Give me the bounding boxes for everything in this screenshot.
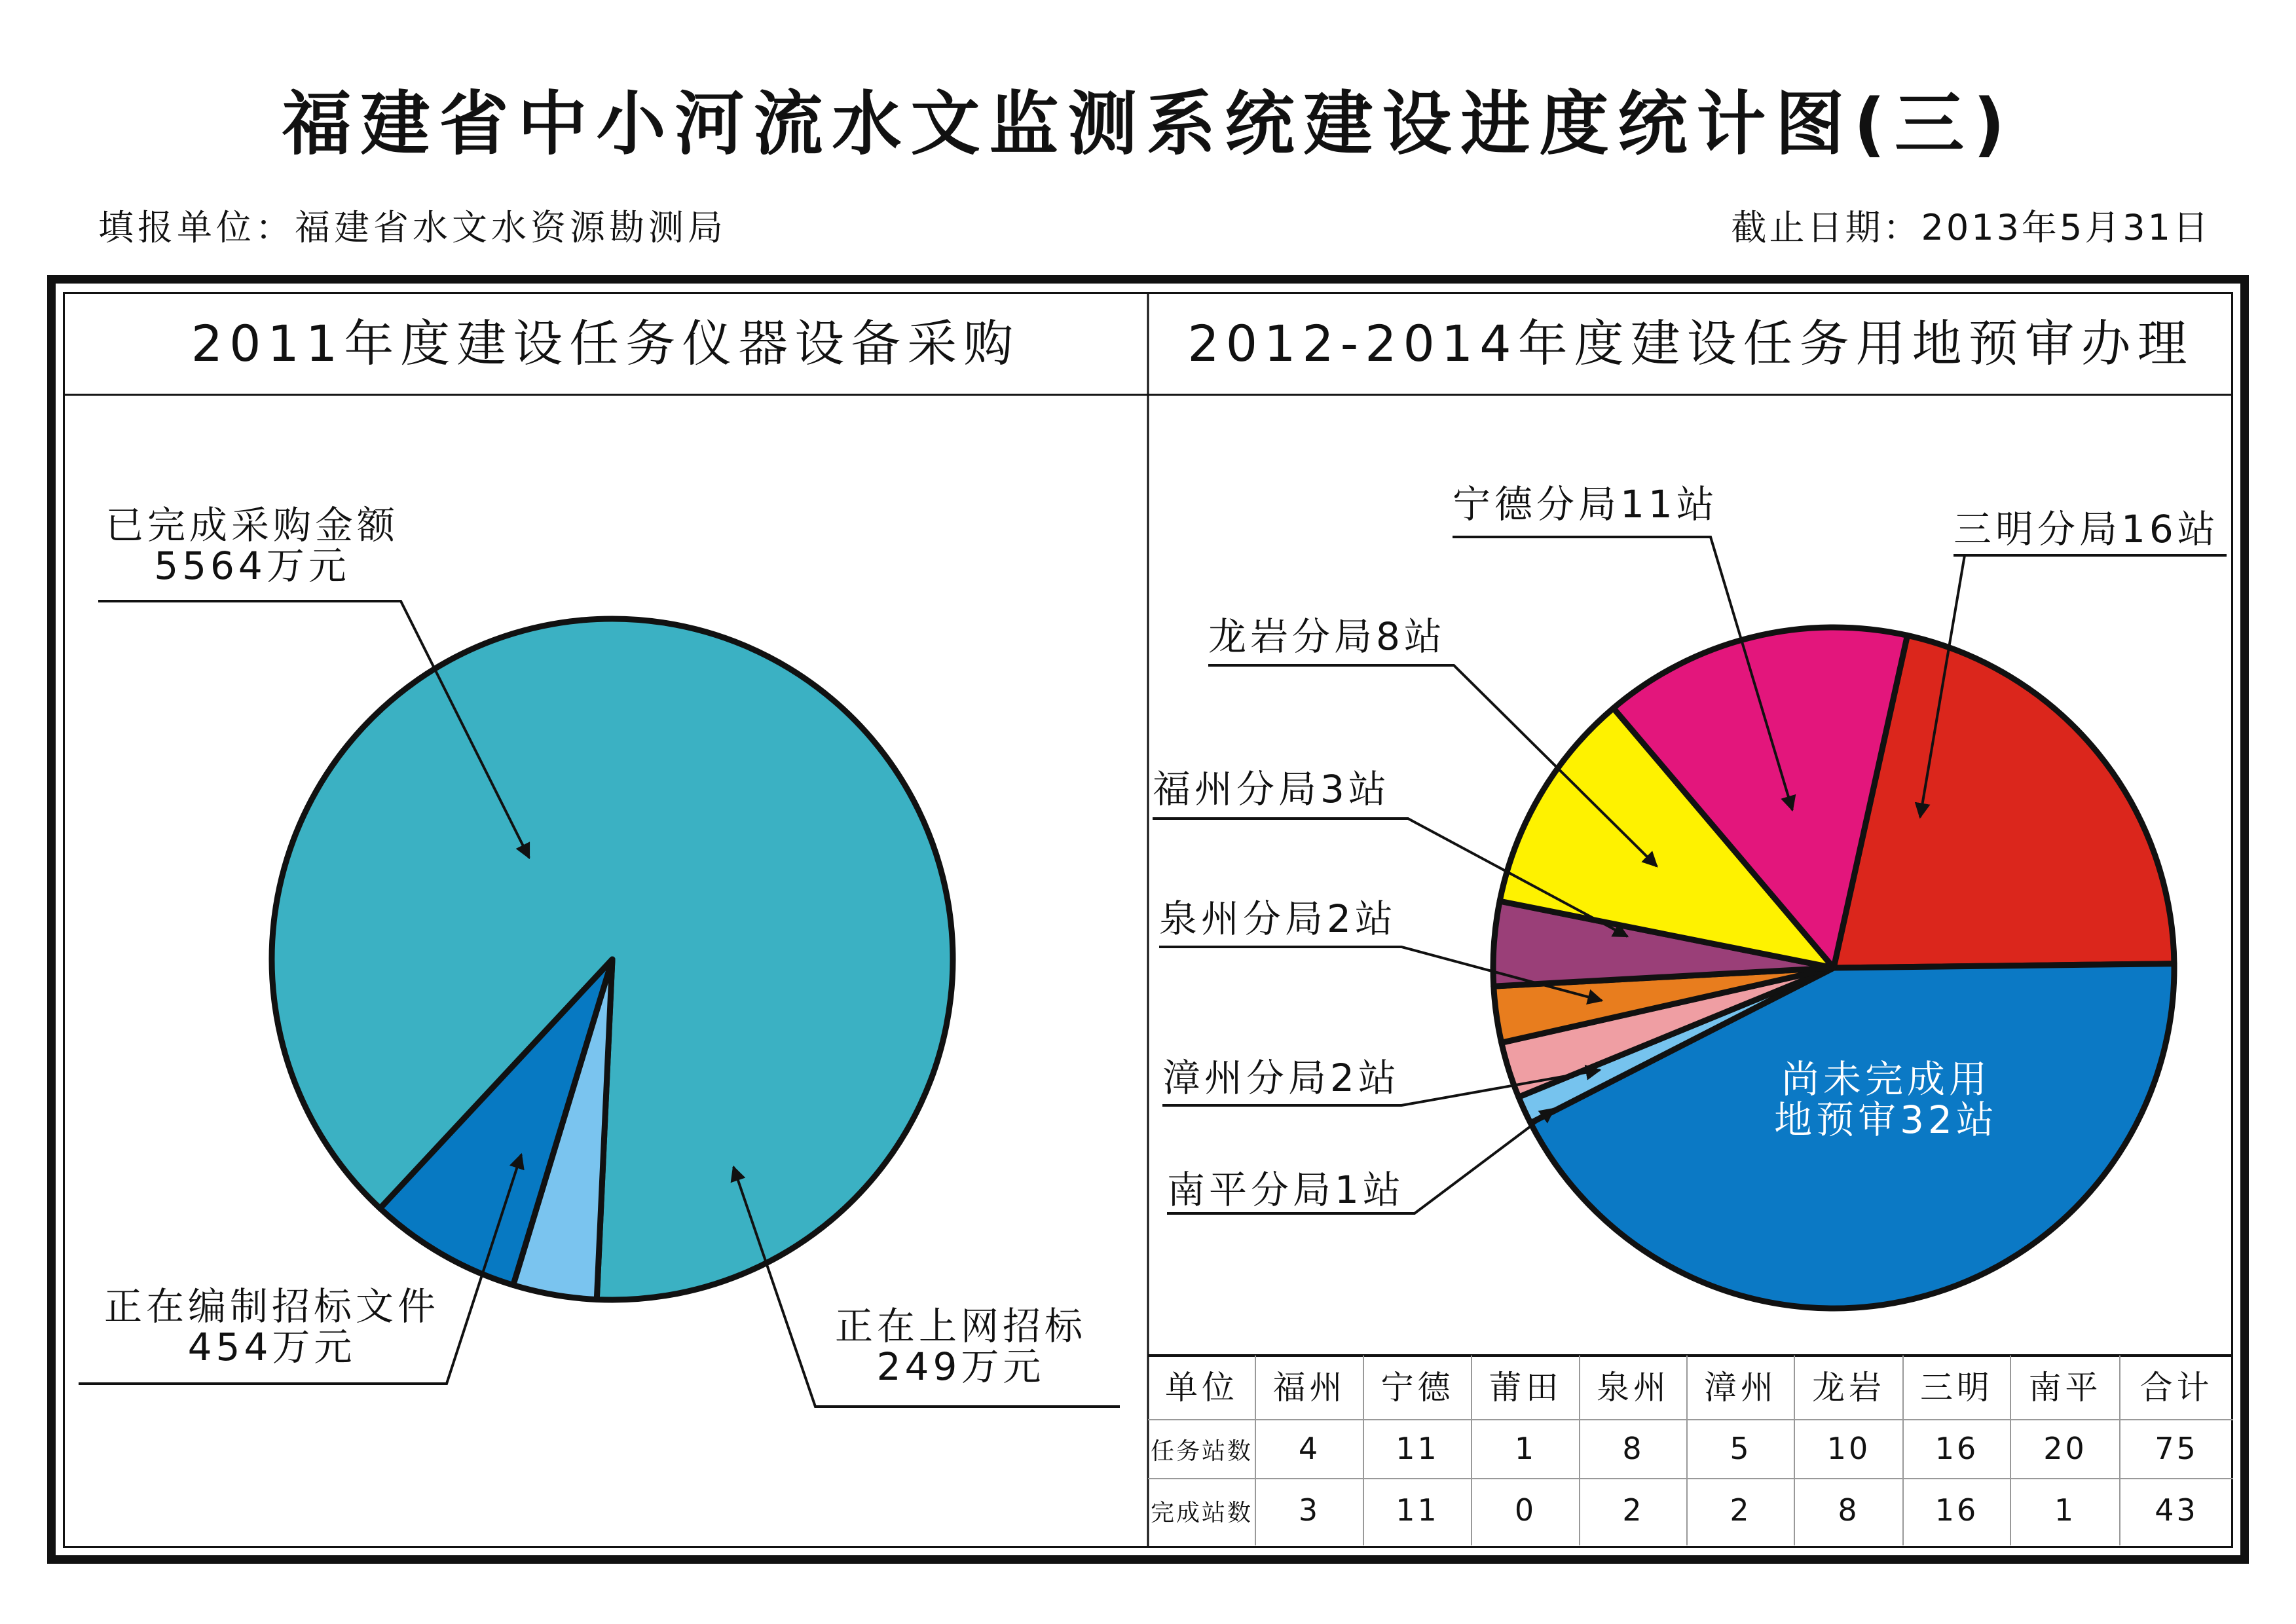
left-label-drafting-text-1: 454万元 <box>187 1325 356 1369</box>
table-header-cell: 泉州 <box>1597 1369 1670 1407</box>
table-header-cell: 莆田 <box>1489 1369 1563 1407</box>
table-header-cell: 单位 <box>1165 1369 1238 1407</box>
table-cell: 8 <box>1622 1431 1644 1466</box>
right-pie-chart <box>1493 627 2174 1308</box>
reporting-unit: 填报单位：福建省水文水资源勘测局 <box>98 207 727 248</box>
summary-table <box>1148 1356 2233 1545</box>
table-cell: 75 <box>2155 1431 2198 1466</box>
table-cell: 3 <box>1298 1492 1321 1528</box>
left-label-bidding-text-1: 249万元 <box>876 1344 1045 1389</box>
table-cell: 0 <box>1514 1492 1537 1528</box>
left-pie-chart <box>272 619 953 1300</box>
table-cell: 1 <box>2054 1492 2077 1528</box>
main-title: 福建省中小河流水文监测系统建设进度统计图(三) <box>282 84 2014 164</box>
table-cell: 1 <box>1514 1431 1537 1466</box>
table-cell: 16 <box>1935 1431 1979 1466</box>
table-cell: 完成站数 <box>1150 1500 1253 1526</box>
table-cell: 11 <box>1396 1431 1439 1466</box>
table-header-cell: 宁德 <box>1380 1369 1454 1407</box>
right-label-pending <box>1774 1057 1998 1142</box>
table-cell: 10 <box>1826 1431 1871 1466</box>
table-cell: 16 <box>1935 1492 1979 1528</box>
table-cell: 8 <box>1838 1492 1860 1528</box>
table-header-cell: 三明 <box>1920 1369 1993 1407</box>
right-label-ningde-text-0: 宁德分局11站 <box>1453 482 1718 526</box>
table-cell: 5 <box>1730 1431 1752 1466</box>
deadline-date: 截止日期：2013年5月31日 <box>1731 207 2211 248</box>
table-header-cell: 南平 <box>2028 1369 2102 1407</box>
right-label-fuzhou-text-0: 福州分局3站 <box>1153 767 1390 811</box>
right-label-longyan-text-0: 龙岩分局8站 <box>1208 614 1446 659</box>
left-label-completed-text-0: 已完成采购金额 <box>105 503 399 547</box>
left-panel-title: 2011年度建设任务仪器设备采购 <box>191 314 1020 373</box>
right-label-nanping-text-0: 南平分局1站 <box>1167 1168 1405 1212</box>
left-label-drafting-text-0: 正在编制招标文件 <box>103 1284 440 1329</box>
table-header-cell: 合计 <box>2139 1369 2213 1407</box>
left-label-completed-text-1: 5564万元 <box>154 544 350 588</box>
table-cell: 43 <box>2155 1492 2198 1528</box>
table-header-cell: 福州 <box>1272 1369 1346 1407</box>
table-cell: 4 <box>1298 1431 1321 1466</box>
table-cell: 11 <box>1396 1492 1439 1528</box>
table-header-cell: 漳州 <box>1704 1369 1777 1407</box>
table-cell: 2 <box>1730 1492 1752 1528</box>
right-panel-title: 2012-2014年度建设任务用地预审办理 <box>1187 314 2194 373</box>
right-label-quanzhou-text-0: 泉州分局2站 <box>1159 896 1397 941</box>
right-label-sanming-text-0: 三明分局16站 <box>1953 507 2219 551</box>
right-label-pending-text-0: 尚未完成用 <box>1781 1057 1991 1101</box>
table-cell: 任务站数 <box>1150 1438 1253 1465</box>
left-label-bidding-text-0: 正在上网招标 <box>834 1304 1087 1348</box>
table-header-cell: 龙岩 <box>1812 1369 1885 1407</box>
right-label-pending-text-1: 地预审32站 <box>1774 1098 1998 1142</box>
right-label-zhangzhou-text-0: 漳州分局2站 <box>1162 1056 1400 1100</box>
right-label-nanping <box>1167 1109 1554 1213</box>
table-cell: 20 <box>2043 1431 2087 1466</box>
table-cell: 2 <box>1622 1492 1644 1528</box>
